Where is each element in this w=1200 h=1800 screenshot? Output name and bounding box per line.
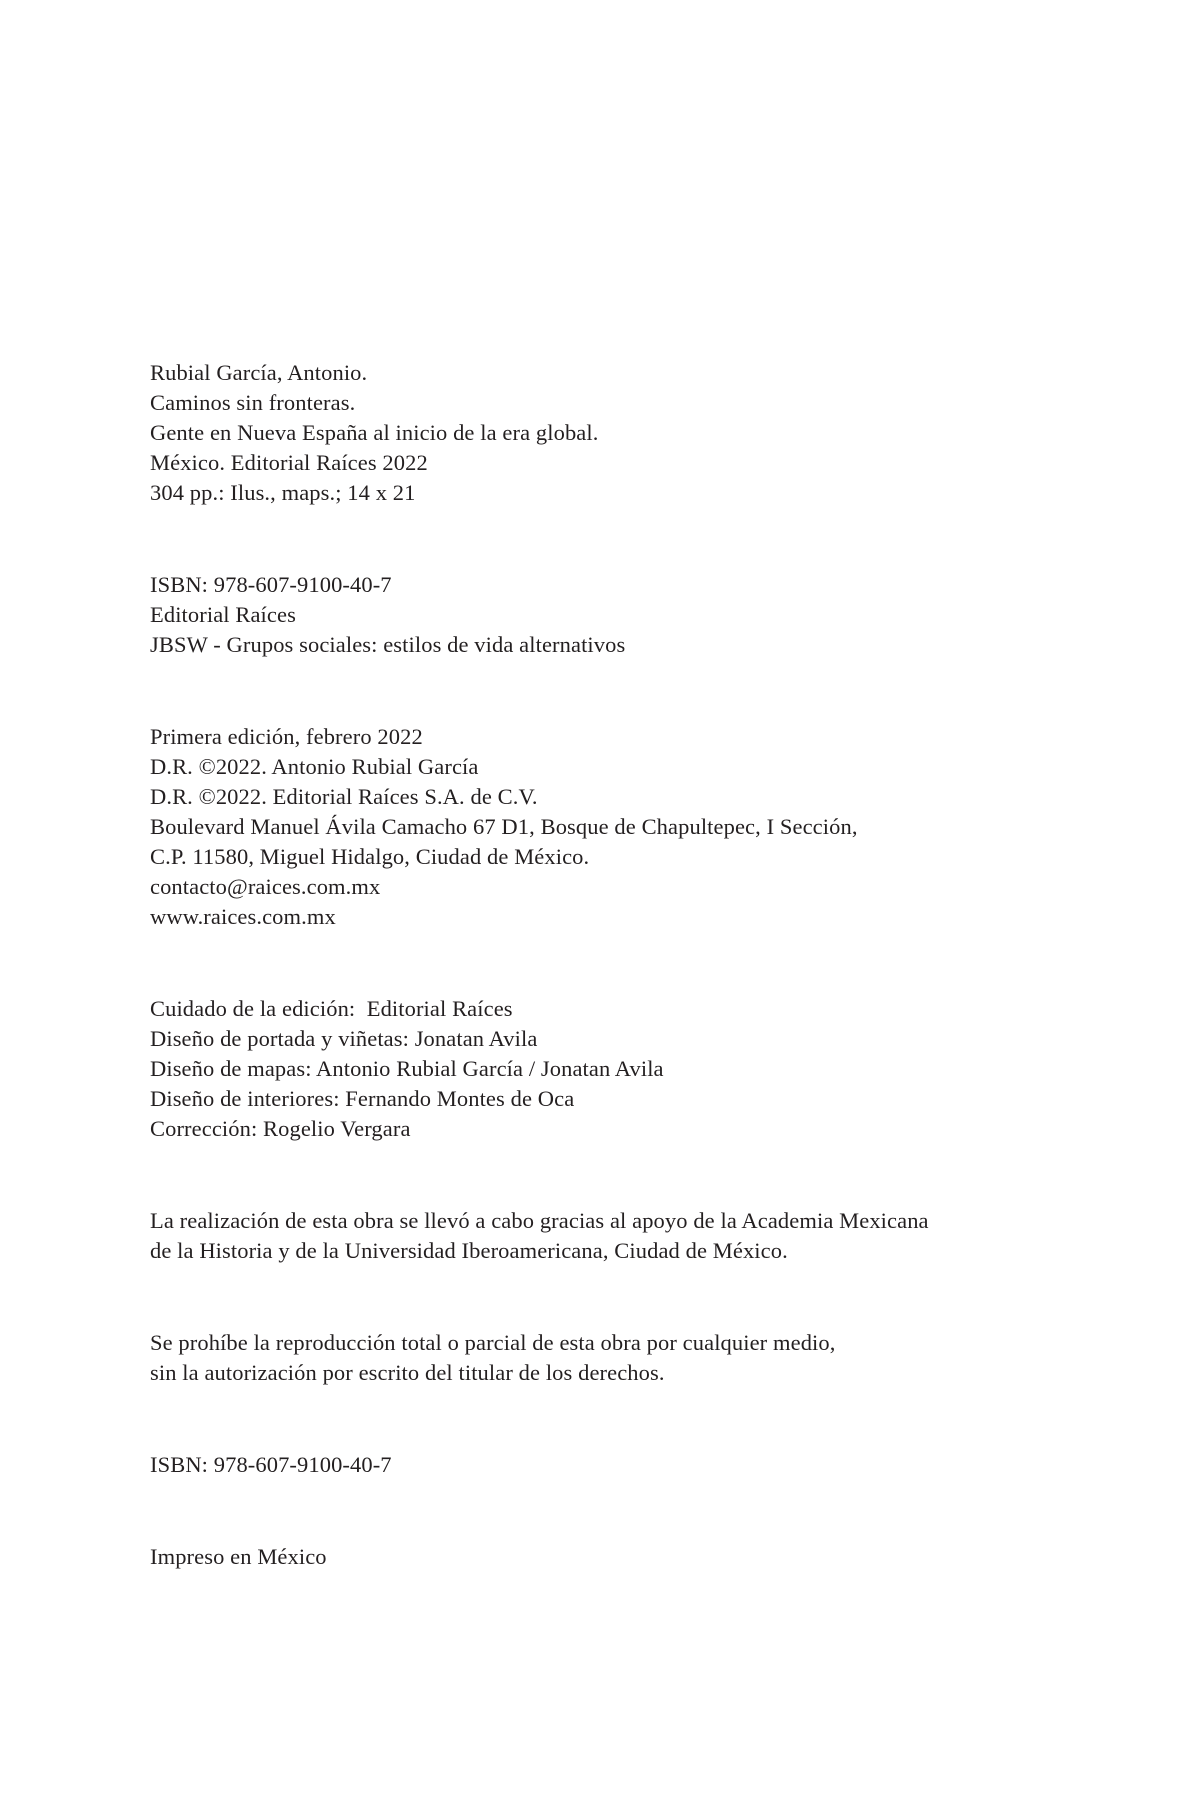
address-line-2: C.P. 11580, Miguel Hidalgo, Ciudad de México.	[150, 844, 590, 869]
imprint-line: México. Editorial Raíces 2022	[150, 450, 428, 475]
acknowledgment-line-2: de la Historia y de la Universidad Iberoamericana, Ciudad de México.	[150, 1238, 788, 1263]
printed-in-block	[150, 1542, 1100, 1572]
isbn-footer-line: ISBN: 978-607-9100-40-7	[150, 1452, 392, 1477]
rights-notice-block	[150, 1328, 1100, 1388]
publisher-name-line: Editorial Raíces	[150, 602, 296, 627]
proofreading-credit-line: Corrección: Rogelio Vergara	[150, 1116, 411, 1141]
title-line: Caminos sin fronteras.	[150, 390, 356, 415]
author-copyright-line: D.R. ©2022. Antonio Rubial García	[150, 754, 479, 779]
edition-line: Primera edición, febrero 2022	[150, 724, 423, 749]
interior-design-credit-line: Diseño de interiores: Fernando Montes de Oca	[150, 1086, 575, 1111]
isbn-footer-block	[150, 1450, 1100, 1480]
publisher-copyright-line: D.R. ©2022. Editorial Raíces S.A. de C.V.	[150, 784, 538, 809]
isbn-block	[150, 570, 1100, 660]
editing-credit-line: Cuidado de la edición: Editorial Raíces	[150, 996, 513, 1021]
website-line: www.raices.com.mx	[150, 904, 336, 929]
acknowledgment-block	[150, 1206, 1100, 1266]
physical-description-line: 304 pp.: Ilus., maps.; 14 x 21	[150, 480, 416, 505]
credits-block	[150, 994, 1100, 1144]
bibliographic-block	[150, 358, 1100, 508]
author-line: Rubial García, Antonio.	[150, 360, 368, 385]
address-line-1: Boulevard Manuel Ávila Camacho 67 D1, Bosque de Chapultepec, I Sección,	[150, 814, 858, 839]
acknowledgment-line-1: La realización de esta obra se llevó a cabo gracias al apoyo de la Academia Mexicana	[150, 1208, 929, 1233]
rights-notice-line-1: Se prohíbe la reproducción total o parcial de esta obra por cualquier medio,	[150, 1330, 836, 1355]
subtitle-line: Gente en Nueva España al inicio de la era global.	[150, 420, 599, 445]
isbn-line: ISBN: 978-607-9100-40-7	[150, 572, 392, 597]
contact-email-line: contacto@raices.com.mx	[150, 874, 381, 899]
printed-in-line: Impreso en México	[150, 1544, 327, 1569]
rights-notice-line-2: sin la autorización por escrito del titular de los derechos.	[150, 1360, 665, 1385]
maps-design-credit-line: Diseño de mapas: Antonio Rubial García / Jonatan Avila	[150, 1056, 664, 1081]
thema-classification-line: JBSW - Grupos sociales: estilos de vida alternativos	[150, 632, 626, 657]
cover-design-credit-line: Diseño de portada y viñetas: Jonatan Avila	[150, 1026, 538, 1051]
copyright-block	[150, 722, 1100, 932]
